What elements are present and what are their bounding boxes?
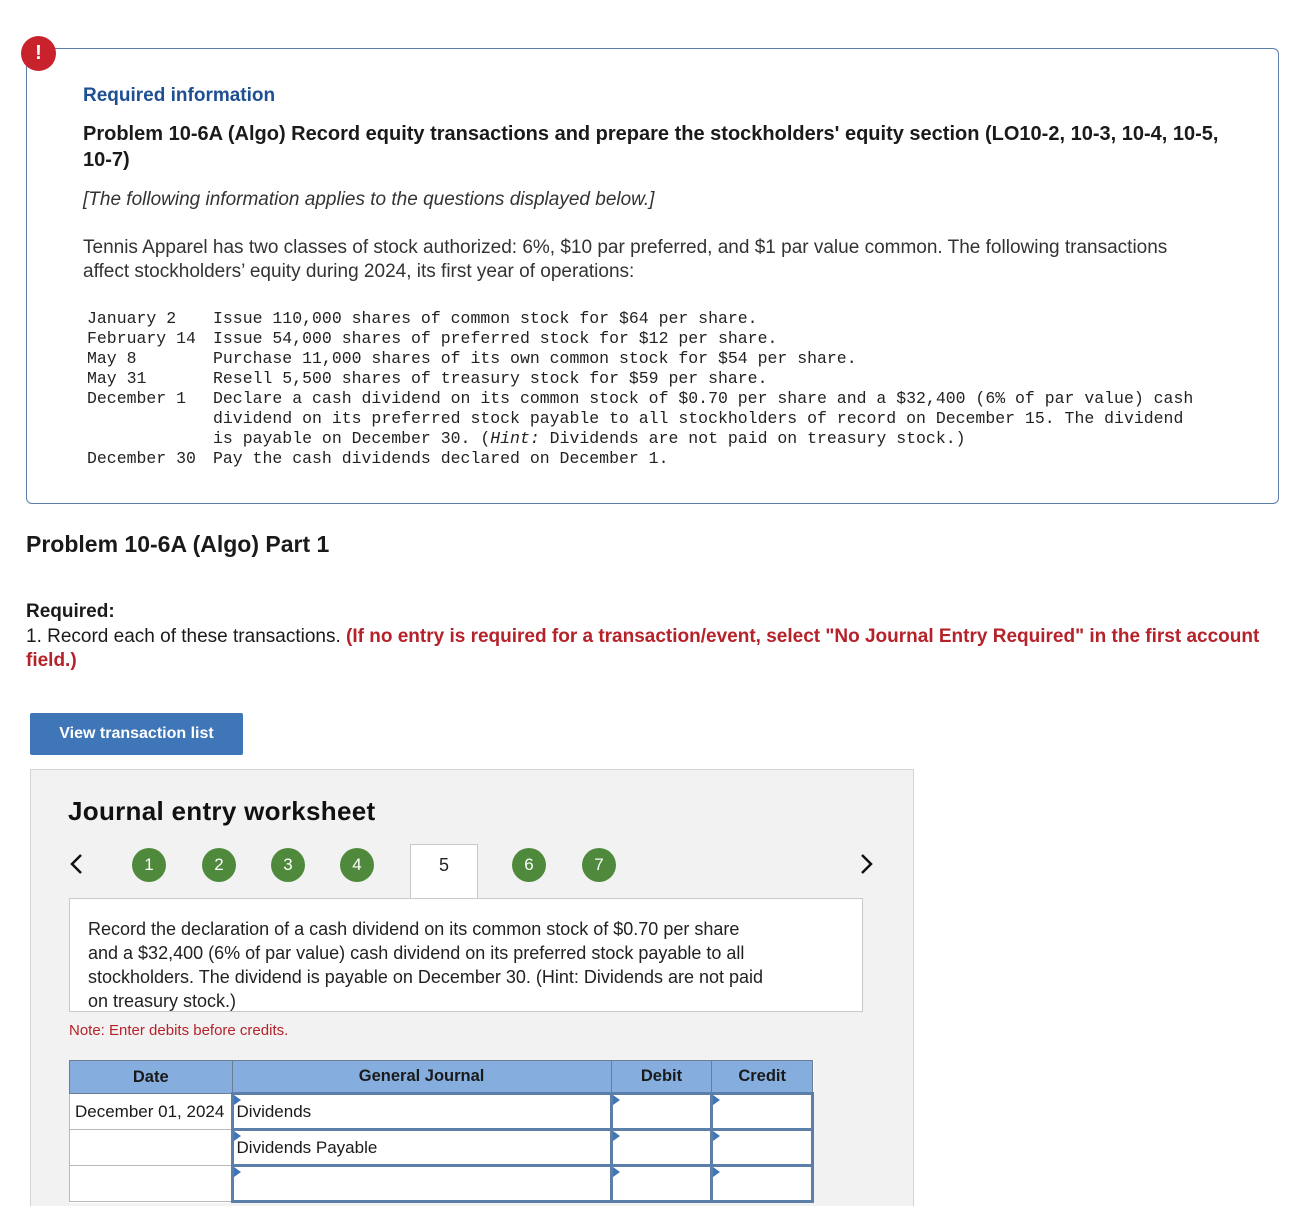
journal-entry-worksheet	[30, 769, 914, 1206]
transaction-description: Issue 54,000 shares of preferred stock for $12 per share.	[213, 329, 778, 348]
dropdown-flag-icon	[713, 1131, 720, 1141]
dropdown-flag-icon	[713, 1095, 720, 1105]
table-row	[70, 1130, 813, 1166]
credit-field[interactable]	[712, 1130, 813, 1166]
step-1-button[interactable]: 1	[132, 848, 166, 882]
transaction-row	[87, 309, 1203, 329]
date-cell[interactable]: December 01, 2024	[70, 1094, 233, 1130]
dropdown-flag-icon	[613, 1131, 620, 1141]
part-title: Problem 10-6A (Algo) Part 1	[26, 531, 330, 557]
transaction-description: Pay the cash dividends declared on December 1.	[213, 449, 669, 468]
worksheet-title: Journal entry worksheet	[68, 796, 376, 826]
chevron-right-icon[interactable]	[854, 850, 878, 878]
account-value: Dividends Payable	[236, 1137, 378, 1157]
step-4-button[interactable]: 4	[340, 848, 374, 882]
debit-credit-note: Note: Enter debits before credits.	[69, 1022, 289, 1039]
debit-field[interactable]	[611, 1094, 712, 1130]
transaction-description	[213, 389, 1203, 449]
required-text: 1. Record each of these transactions.	[26, 626, 347, 647]
transaction-row	[87, 369, 1203, 389]
transaction-row	[87, 329, 1203, 349]
view-transaction-list-button[interactable]: View transaction list	[30, 713, 243, 755]
hint-label: Hint:	[490, 429, 540, 448]
table-row	[70, 1166, 813, 1202]
column-header-credit: Credit	[712, 1061, 813, 1094]
hint-text: Dividends are not paid on treasury stock.)	[539, 429, 966, 448]
transaction-date: January 2	[87, 309, 177, 328]
credit-field[interactable]	[712, 1094, 813, 1130]
transaction-table	[87, 309, 1203, 469]
following-note: [The following information applies to the questions displayed below.]	[83, 189, 655, 210]
transaction-date: February 14	[87, 329, 196, 348]
dropdown-flag-icon	[613, 1167, 620, 1177]
debit-field[interactable]	[611, 1166, 712, 1202]
transaction-description-box	[69, 898, 863, 1012]
transaction-date: December 1	[87, 389, 187, 408]
transaction-description-text: Declare a cash dividend on its common stock of $0.70 per share and a $32,400 (6% of par value) cash dividend on its preferred stock payable to all stockholders of record on December 15. The dividend is payable on December 30. (	[213, 389, 1194, 448]
date-cell[interactable]	[70, 1166, 233, 1202]
step-2-button[interactable]: 2	[202, 848, 236, 882]
account-value: Dividends	[236, 1101, 312, 1121]
worksheet-description: Record the declaration of a cash dividend on its common stock of $0.70 per share and a $32,400 (6% of par value) cash dividend on its preferred stock payable to all stockholders. The dividend is payable on December 30. (Hint: Dividends are not paid on treasury stock.)	[88, 919, 764, 1011]
problem-title: Problem 10-6A (Algo) Record equity transactions and prepare the stockholders' equity section (LO10-2, 10-3, 10-4, 10-5, 10-7)	[83, 123, 1219, 171]
account-field[interactable]	[232, 1166, 611, 1202]
chevron-left-icon[interactable]	[65, 850, 89, 878]
account-field[interactable]	[232, 1094, 611, 1130]
dropdown-flag-icon	[713, 1167, 720, 1177]
step-6-button[interactable]: 6	[512, 848, 546, 882]
column-header-general-journal: General Journal	[232, 1061, 611, 1094]
table-row	[70, 1094, 813, 1130]
required-information-box	[26, 48, 1279, 504]
transaction-description: Resell 5,500 shares of treasury stock for $59 per share.	[213, 369, 768, 388]
transaction-row	[87, 389, 1203, 449]
general-journal-table	[69, 1060, 814, 1203]
step-3-button[interactable]: 3	[271, 848, 305, 882]
required-information-heading: Required information	[83, 85, 276, 106]
required-label: Required:	[26, 601, 115, 622]
dropdown-flag-icon	[613, 1095, 620, 1105]
dropdown-flag-icon	[234, 1167, 241, 1177]
required-instructions	[26, 625, 1276, 673]
step-5-tab-active[interactable]: 5	[410, 844, 478, 900]
transaction-description: Purchase 11,000 shares of its own common stock for $54 per share.	[213, 349, 857, 368]
column-header-debit: Debit	[611, 1061, 712, 1094]
transaction-row	[87, 449, 1203, 469]
transaction-row	[87, 349, 1203, 369]
transaction-date: May 8	[87, 349, 137, 368]
intro-text: Tennis Apparel has two classes of stock authorized: 6%, $10 par preferred, and $1 par value common. The following transactions affect stockholders’ equity during 2024, its first year of operations:	[83, 237, 1168, 282]
dropdown-flag-icon	[234, 1131, 241, 1141]
column-header-date: Date	[70, 1061, 233, 1094]
dropdown-flag-icon	[234, 1095, 241, 1105]
transaction-date: May 31	[87, 369, 147, 388]
transaction-date: December 30	[87, 449, 196, 468]
date-cell[interactable]	[70, 1130, 233, 1166]
credit-field[interactable]	[712, 1166, 813, 1202]
step-7-button[interactable]: 7	[582, 848, 616, 882]
required-note: (If no entry is required for a transaction/event, select "No Journal Entry Required" in the first account field.)	[26, 626, 1260, 671]
alert-icon: !	[21, 36, 56, 71]
transaction-description: Issue 110,000 shares of common stock for $64 per share.	[213, 309, 758, 328]
account-field[interactable]	[232, 1130, 611, 1166]
debit-field[interactable]	[611, 1130, 712, 1166]
